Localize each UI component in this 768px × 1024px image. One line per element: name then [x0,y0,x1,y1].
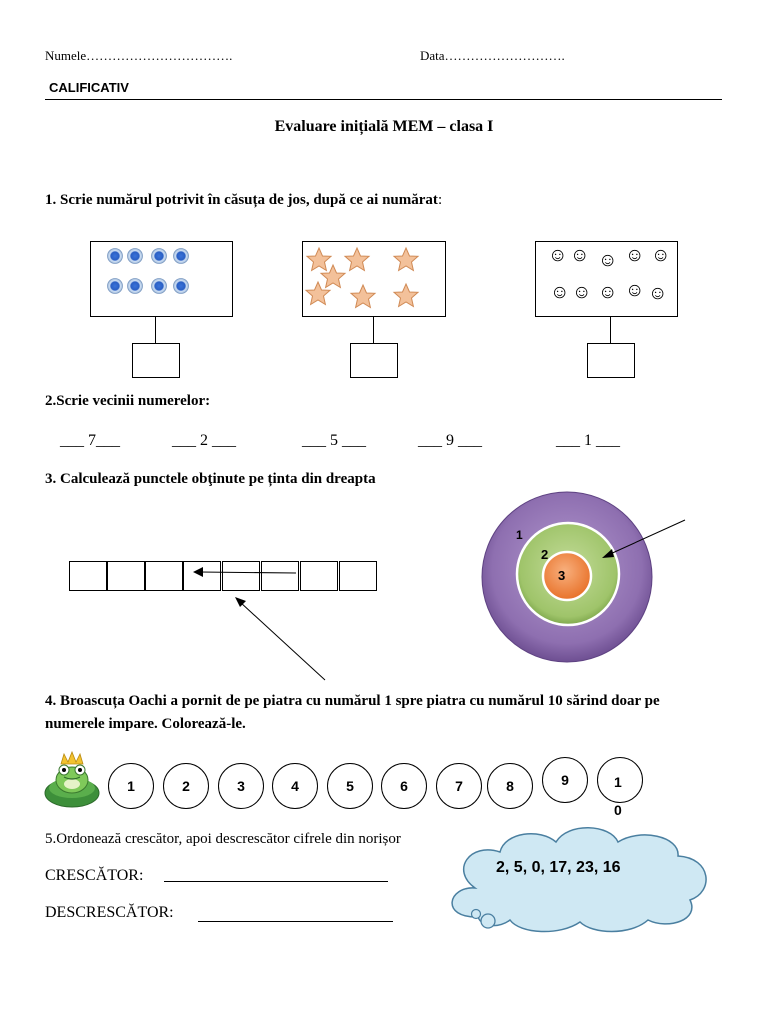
strip-cell[interactable] [222,561,260,591]
stone-10[interactable] [597,757,643,818]
frog-icon [45,752,99,807]
dot-icon [152,249,167,264]
dot-icon [108,279,123,294]
ex1-prompt-text: 1. Scrie numărul potrivit în căsuța de jos, după ce ai numărat [45,192,438,208]
neighbor-item-5[interactable]: ___ 5 ___ [302,432,366,449]
strip-cell[interactable] [183,561,221,591]
ascending-label: CRESCĂTOR: [45,867,144,884]
cloud-numbers: 2, 5, 0, 17, 23, 16 [496,859,621,876]
neighbor-item-1[interactable]: ___ 1 ___ [556,432,620,449]
smiley-icon: ☺ [598,250,618,271]
ex1-prompt-colon: : [437,192,443,208]
stone-number: 9 [561,772,569,788]
ex5-prompt: 5.Ordonează crescător, apoi descrescător cifrele din norișor [45,831,401,847]
dot-icon [174,249,189,264]
date-label: Data [420,48,445,63]
target-center [543,552,591,600]
stone-8[interactable] [487,763,533,809]
dot-icon [174,279,189,294]
neighbor-item-2[interactable]: ___ 2 ___ [172,432,236,449]
strip-cell[interactable] [69,561,107,591]
dot-icon [128,249,143,264]
smiley-icon: ☺ [625,280,645,301]
diagonal-arrow [235,597,325,680]
strip-cell[interactable] [300,561,338,591]
date-dots: ………………………. [444,48,565,63]
strip-cell[interactable] [145,561,183,591]
calificativ-label: CALIFICATIV [49,80,129,95]
dot-icon [128,279,143,294]
stone-number: 3 [237,778,245,794]
target-graphic [482,492,652,662]
star-icon [394,248,418,271]
stone-1[interactable] [108,763,154,809]
smiley-icon: ☺ [550,282,570,303]
stone-number: 5 [346,778,354,794]
dot-group [108,249,189,294]
star-icon [394,284,418,307]
stone-9[interactable] [542,757,588,803]
page-title: Evaluare inițială MEM – clasa I [274,118,494,135]
smiley-icon: ☺ [572,282,592,303]
star-group [306,248,418,308]
smiley-icon: ☺ [648,283,668,304]
stone-number: 7 [455,778,463,794]
stone-number: 4 [291,778,299,794]
stone-3[interactable] [218,763,264,809]
stone-5[interactable] [327,763,373,809]
smiley-icon: ☺ [570,245,590,266]
stone-7[interactable] [436,763,482,809]
strip-cell[interactable] [261,561,299,591]
star-icon [351,285,375,308]
target-label-2: 2 [541,547,549,562]
smiley-icon: ☺ [625,245,645,266]
ex4-prompt-line2: numerele impare. Colorează-le. [45,716,246,732]
stone-6[interactable] [381,763,427,809]
smiley-icon: ☺ [651,245,671,266]
stone-2[interactable] [163,763,209,809]
neighbor-item-7[interactable]: ___ 7___ [60,432,120,449]
strip-cell[interactable] [339,561,377,591]
ascending-answer-line[interactable] [164,881,388,882]
stone-number: 8 [506,778,514,794]
smiley-icon: ☺ [548,245,568,266]
stone-number-bottom: 0 [614,802,622,818]
dot-icon [108,249,123,264]
neighbor-item-9[interactable]: ___ 9 ___ [418,432,482,449]
stone-4[interactable] [272,763,318,809]
strip-cell[interactable] [107,561,145,591]
dot-icon [152,279,167,294]
target-label-3: 3 [558,568,566,583]
descending-label: DESCRESCĂTOR: [45,904,174,921]
name-label: Numele [45,48,87,63]
ex3-prompt: 3. Calculează punctele obţinute pe ținta din dreapta [45,471,376,487]
ex2-prompt: 2.Scrie vecinii numerelor: [45,393,211,409]
ex4-prompt-line1: 4. Broascuța Oachi a pornit de pe piatra cu numărul 1 spre piatra cu numărul 10 sărind doar pe [45,693,660,709]
stone-number-top: 1 [614,774,622,790]
stone-number: 6 [400,778,408,794]
target-label-1: 1 [516,528,523,542]
stone-number: 1 [127,778,135,794]
descending-answer-line[interactable] [198,921,393,922]
star-icon [345,248,369,271]
smiley-icon: ☺ [598,282,618,303]
stone-number: 2 [182,778,190,794]
name-dots: ……………………………. [86,48,233,63]
star-icon [307,248,331,271]
cloud-graphic [452,828,706,932]
